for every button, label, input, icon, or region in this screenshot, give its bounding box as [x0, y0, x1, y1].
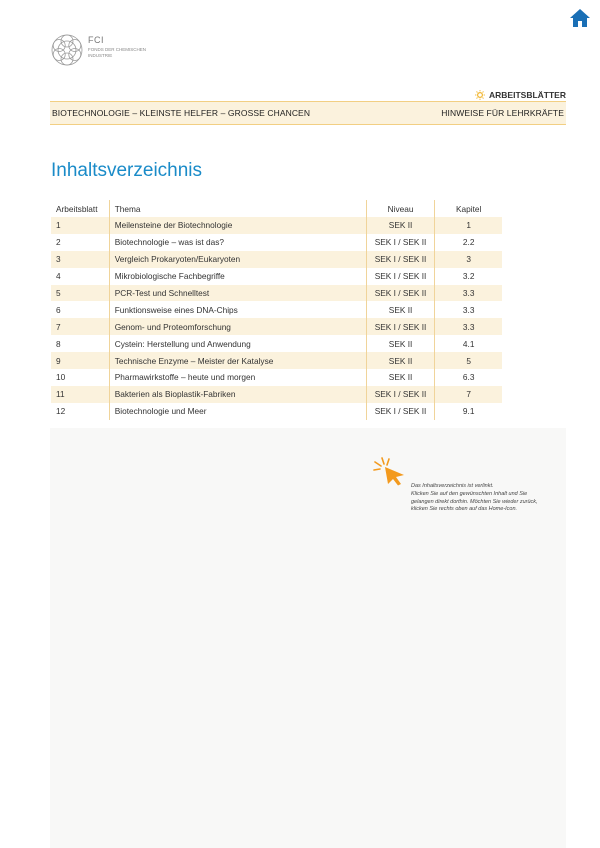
logo-brand: FCI [88, 35, 104, 45]
row-num: 1 [51, 217, 109, 234]
row-theme: Vergleich Prokaryoten/Eukaryoten [109, 251, 366, 268]
header-chapter: Kapitel [435, 200, 502, 217]
row-num: 7 [51, 318, 109, 335]
row-num: 6 [51, 301, 109, 318]
row-level: SEK II [366, 217, 435, 234]
row-level: SEK I / SEK II [366, 403, 435, 420]
toc-row[interactable] [51, 352, 502, 369]
row-num: 3 [51, 251, 109, 268]
toc-hint [411, 483, 571, 514]
row-level: SEK II [366, 335, 435, 352]
toc-table [51, 200, 502, 420]
row-level: SEK II [366, 301, 435, 318]
row-num: 9 [51, 352, 109, 369]
home-button[interactable] [569, 8, 591, 28]
hint-line: Das Inhaltsverzeichnis ist verlinkt. [411, 483, 494, 489]
row-theme: Funktionsweise eines DNA-Chips [109, 301, 366, 318]
row-theme: Mikrobiologische Fachbegriffe [109, 268, 366, 285]
hint-line: klicken Sie rechts oben auf das Home-Icon. [411, 506, 518, 513]
row-level: SEK I / SEK II [366, 268, 435, 285]
toc-header-row [51, 200, 502, 217]
toc-row[interactable] [51, 234, 502, 251]
row-theme: Meilensteine der Biotechnologie [109, 217, 366, 234]
row-level: SEK I / SEK II [366, 285, 435, 302]
sun-icon [475, 90, 485, 100]
row-level: SEK I / SEK II [366, 251, 435, 268]
row-num: 4 [51, 268, 109, 285]
header-band [50, 101, 566, 125]
row-level: SEK I / SEK II [366, 386, 435, 403]
toc-row[interactable] [51, 285, 502, 302]
row-theme: PCR-Test und Schnelltest [109, 285, 366, 302]
header-level: Niveau [366, 200, 435, 217]
page-title: Inhaltsverzeichnis [51, 160, 203, 181]
row-level: SEK I / SEK II [366, 318, 435, 335]
row-chapter: 3.3 [435, 318, 502, 335]
header-theme: Thema [109, 200, 366, 217]
row-theme: Bakterien als Bioplastik-Fabriken [109, 386, 366, 403]
click-pointer-icon [372, 456, 408, 486]
toc-row[interactable] [51, 268, 502, 285]
hint-line: gelangen direkt dorthin. Möchten Sie wieder zurück, [411, 498, 538, 505]
row-num: 12 [51, 403, 109, 420]
row-num: 10 [51, 369, 109, 386]
row-num: 5 [51, 285, 109, 302]
document-title: BIOTECHNOLOGIE – KLEINSTE HELFER – GROSSE CHANCEN [52, 108, 311, 118]
row-chapter: 3.3 [435, 285, 502, 302]
header-num: Arbeitsblatt [56, 203, 98, 214]
row-theme: Cystein: Herstellung und Anwendung [109, 335, 366, 352]
row-theme: Biotechnologie und Meer [109, 403, 366, 420]
fci-logo [50, 33, 150, 69]
toc-row[interactable] [51, 386, 502, 403]
section-tag [475, 90, 566, 100]
row-theme: Biotechnologie – was ist das? [109, 234, 366, 251]
logo-subtitle: FONDS DER CHEMISCHEN INDUSTRIE [88, 47, 147, 58]
document-audience: HINWEISE FÜR LEHRKRÄFTE [441, 108, 564, 118]
toc-row[interactable] [51, 369, 502, 386]
toc-row[interactable] [51, 251, 502, 268]
row-theme: Pharmawirkstoffe – heute und morgen [109, 369, 366, 386]
row-num: 8 [51, 335, 109, 352]
toc-row[interactable] [51, 301, 502, 318]
row-level: SEK II [366, 369, 435, 386]
row-num: 11 [51, 386, 109, 403]
row-level: SEK I / SEK II [366, 234, 435, 251]
home-icon [569, 8, 591, 28]
row-level: SEK II [366, 352, 435, 369]
row-chapter: 3 [435, 251, 502, 268]
toc-row[interactable] [51, 335, 502, 352]
row-chapter: 9.1 [435, 403, 502, 420]
row-theme: Technische Enzyme – Meister der Katalyse [109, 352, 366, 369]
fci-emblem-icon [50, 33, 84, 67]
row-chapter: 6.3 [435, 369, 502, 386]
row-chapter: 2.2 [435, 234, 502, 251]
row-theme: Genom- und Proteomforschung [109, 318, 366, 335]
row-chapter: 3.2 [435, 268, 502, 285]
row-chapter: 1 [435, 217, 502, 234]
row-chapter: 4.1 [435, 335, 502, 352]
section-tag-label: ARBEITSBLÄTTER [489, 90, 566, 100]
row-chapter: 5 [435, 352, 502, 369]
toc-row[interactable] [51, 403, 502, 420]
row-chapter: 3.3 [435, 301, 502, 318]
toc-row[interactable] [51, 318, 502, 335]
row-chapter: 7 [435, 386, 502, 403]
toc-row[interactable] [51, 217, 502, 234]
row-num: 2 [51, 234, 109, 251]
hint-line: Klicken Sie auf den gewünschten Inhalt und Sie [411, 490, 528, 497]
